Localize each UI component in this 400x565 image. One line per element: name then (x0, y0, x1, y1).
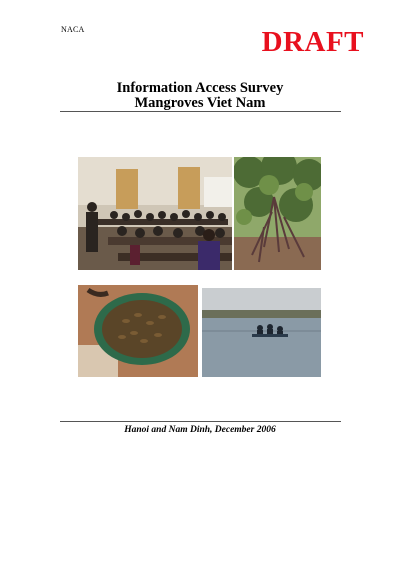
document-title-line1: Information Access Survey (116, 80, 284, 96)
organization-name: NACA (61, 25, 85, 34)
draft-stamp: DRAFT (261, 26, 364, 58)
mangrove-tree-photo (234, 157, 321, 270)
document-title-line2: Mangroves Viet Nam (134, 95, 266, 111)
seed-basket-photo (78, 285, 198, 377)
pond-workers-photo (202, 288, 321, 377)
meeting-room-photo (78, 157, 232, 270)
title-divider (60, 111, 341, 112)
caption-divider (60, 421, 341, 422)
place-date-caption: Hanoi and Nam Dinh, December 2006 (124, 425, 276, 435)
